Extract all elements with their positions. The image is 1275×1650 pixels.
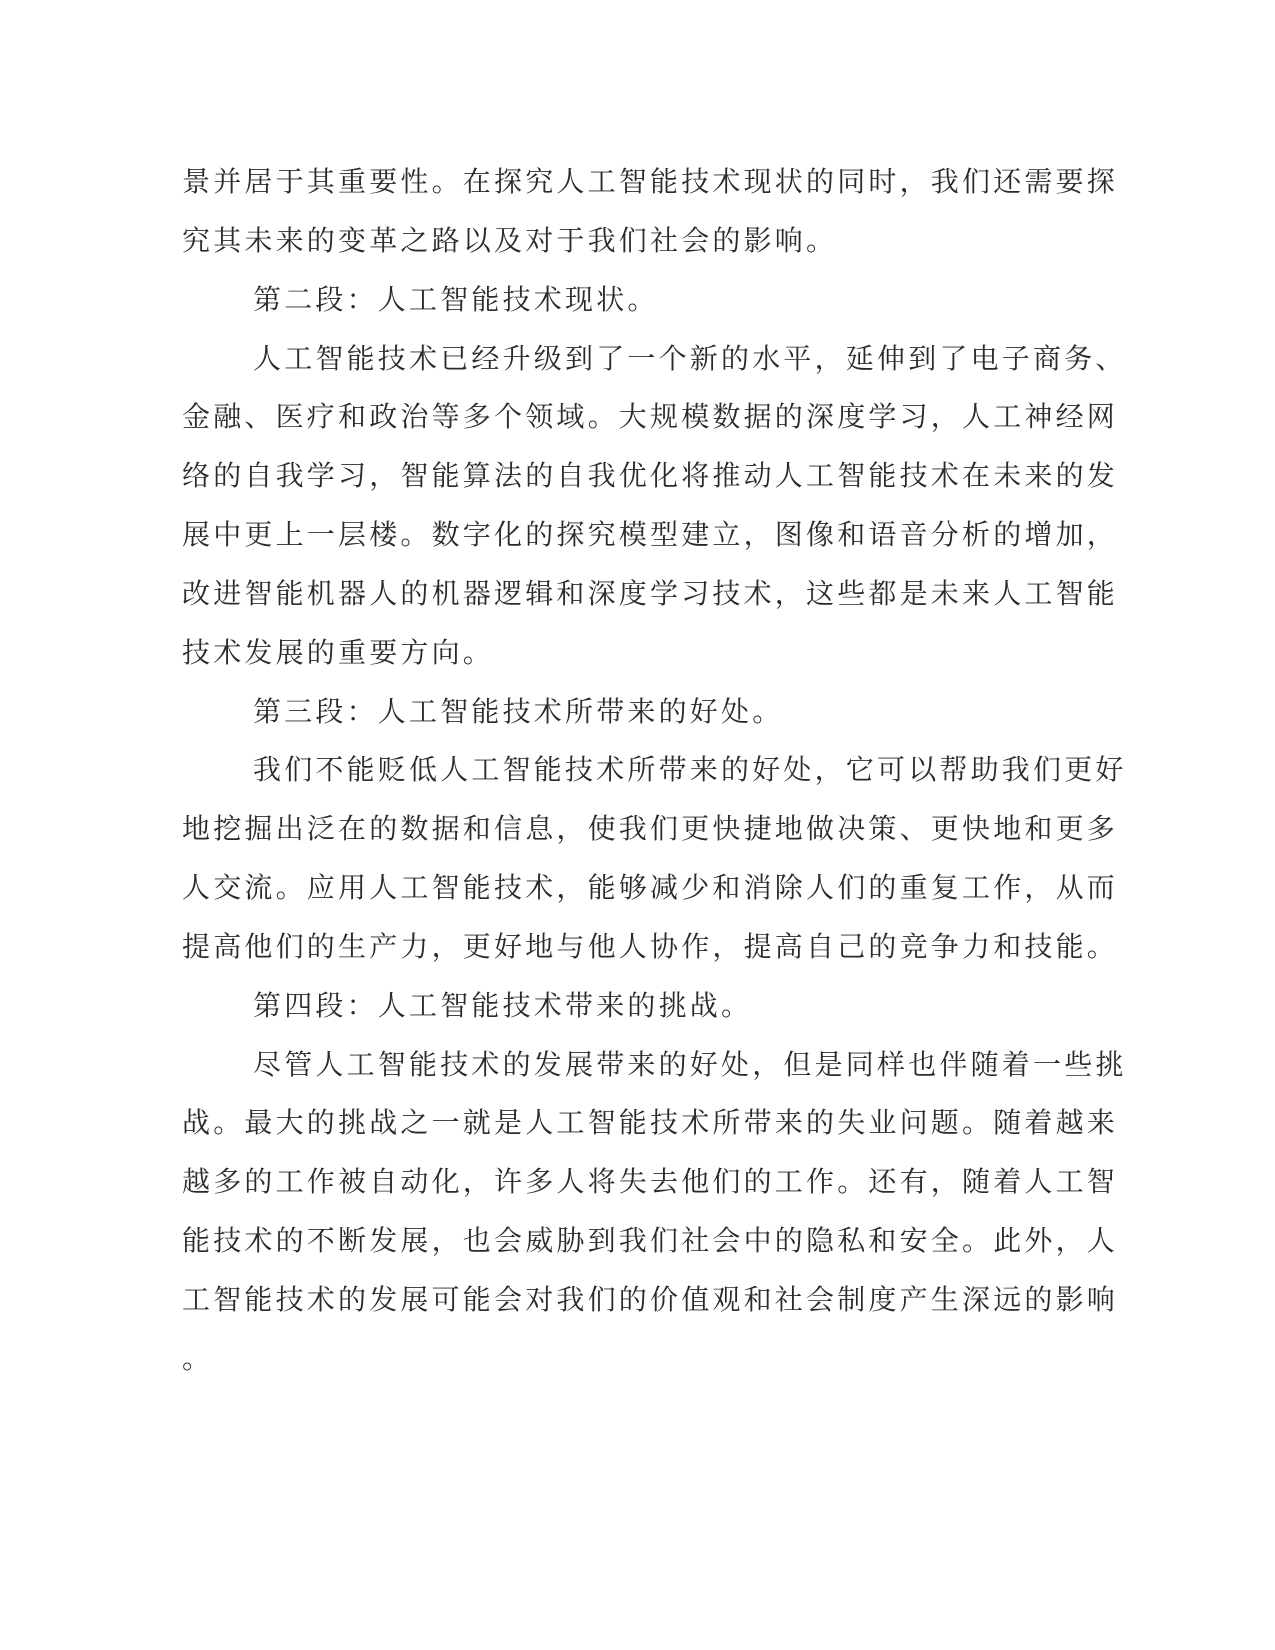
text-line: 究其未来的变革之路以及对于我们社会的影响。	[182, 224, 838, 257]
text-line: 越多的工作被自动化，许多人将失去他们的工作。还有，随着人工智	[182, 1165, 1119, 1198]
text-line: 人工智能技术已经升级到了一个新的水平，延伸到了电子商务、	[253, 342, 1127, 375]
text-line: 尽管人工智能技术的发展带来的好处，但是同样也伴随着一些挑	[253, 1048, 1127, 1081]
text-line: 改进智能机器人的机器逻辑和深度学习技术，这些都是未来人工智能	[182, 577, 1119, 610]
text-line: 工智能技术的发展可能会对我们的价值观和社会制度产生深远的影响	[182, 1283, 1119, 1316]
text-line: 金融、医疗和政治等多个领域。大规模数据的深度学习，人工神经网	[182, 400, 1119, 433]
text-line: 人交流。应用人工智能技术，能够减少和消除人们的重复工作，从而	[182, 871, 1119, 904]
text-line: 能技术的不断发展，也会威胁到我们社会中的隐私和安全。此外，人	[182, 1224, 1119, 1257]
text-line: 提高他们的生产力，更好地与他人协作，提高自己的竞争力和技能。	[182, 930, 1119, 963]
section-heading-4: 第四段：人工智能技术带来的挑战。	[253, 989, 753, 1022]
text-line: 地挖掘出泛在的数据和信息，使我们更快捷地做决策、更快地和更多	[182, 812, 1119, 845]
section-heading-2: 第二段：人工智能技术现状。	[253, 283, 659, 316]
text-line: 络的自我学习，智能算法的自我优化将推动人工智能技术在未来的发	[182, 459, 1119, 492]
text-line: 我们不能贬低人工智能技术所带来的好处，它可以帮助我们更好	[253, 753, 1127, 786]
section-heading-3: 第三段：人工智能技术所带来的好处。	[253, 695, 784, 728]
text-line: 技术发展的重要方向。	[182, 636, 495, 669]
text-line: 景并居于其重要性。在探究人工智能技术现状的同时，我们还需要探	[182, 165, 1119, 198]
text-line: 展中更上一层楼。数字化的探究模型建立，图像和语音分析的增加，	[182, 518, 1119, 551]
text-line: 。	[182, 1342, 212, 1375]
text-line: 战。最大的挑战之一就是人工智能技术所带来的失业问题。随着越来	[182, 1106, 1119, 1139]
